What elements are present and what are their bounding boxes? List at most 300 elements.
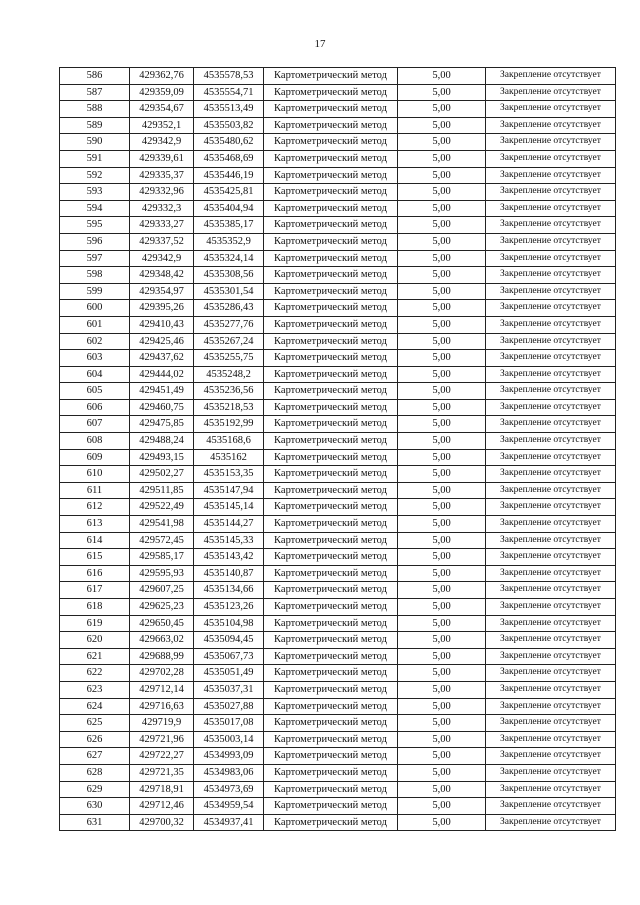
x-coordinate-cell: 429702,28 (130, 665, 194, 682)
method-cell: Картометрический метод (264, 748, 398, 765)
fixing-status-cell: Закрепление отсутствует (486, 466, 616, 483)
point-number-cell: 631 (60, 814, 130, 831)
x-coordinate-cell: 429511,85 (130, 482, 194, 499)
method-cell: Картометрический метод (264, 449, 398, 466)
y-coordinate-cell: 4534937,41 (194, 814, 264, 831)
fixing-status-cell: Закрепление отсутствует (486, 781, 616, 798)
point-number-cell: 598 (60, 267, 130, 284)
method-cell: Картометрический метод (264, 582, 398, 599)
accuracy-cell: 5,00 (398, 333, 486, 350)
y-coordinate-cell: 4535385,17 (194, 217, 264, 234)
fixing-status-cell: Закрепление отсутствует (486, 333, 616, 350)
fixing-status-cell: Закрепление отсутствует (486, 217, 616, 234)
fixing-status-cell: Закрепление отсутствует (486, 184, 616, 201)
fixing-status-cell: Закрепление отсутствует (486, 665, 616, 682)
accuracy-cell: 5,00 (398, 217, 486, 234)
table-row (60, 615, 616, 632)
accuracy-cell: 5,00 (398, 532, 486, 549)
table-row (60, 781, 616, 798)
table-row (60, 482, 616, 499)
accuracy-cell: 5,00 (398, 134, 486, 151)
accuracy-cell: 5,00 (398, 781, 486, 798)
x-coordinate-cell: 429444,02 (130, 366, 194, 383)
fixing-status-cell: Закрепление отсутствует (486, 150, 616, 167)
x-coordinate-cell: 429663,02 (130, 632, 194, 649)
table-row (60, 333, 616, 350)
point-number-cell: 587 (60, 84, 130, 101)
method-cell: Картометрический метод (264, 549, 398, 566)
fixing-status-cell: Закрепление отсутствует (486, 300, 616, 317)
method-cell: Картометрический метод (264, 715, 398, 732)
method-cell: Картометрический метод (264, 84, 398, 101)
method-cell: Картометрический метод (264, 150, 398, 167)
point-number-cell: 624 (60, 698, 130, 715)
table-row (60, 217, 616, 234)
y-coordinate-cell: 4535513,49 (194, 101, 264, 118)
point-number-cell: 611 (60, 482, 130, 499)
fixing-status-cell: Закрепление отсутствует (486, 632, 616, 649)
method-cell: Картометрический метод (264, 599, 398, 616)
table-row (60, 715, 616, 732)
y-coordinate-cell: 4535037,31 (194, 681, 264, 698)
table-row (60, 316, 616, 333)
x-coordinate-cell: 429712,14 (130, 681, 194, 698)
table-row (60, 350, 616, 367)
table-row (60, 433, 616, 450)
point-number-cell: 620 (60, 632, 130, 649)
table-row (60, 383, 616, 400)
fixing-status-cell: Закрепление отсутствует (486, 532, 616, 549)
method-cell: Картометрический метод (264, 482, 398, 499)
y-coordinate-cell: 4535003,14 (194, 731, 264, 748)
x-coordinate-cell: 429333,27 (130, 217, 194, 234)
x-coordinate-cell: 429342,9 (130, 134, 194, 151)
accuracy-cell: 5,00 (398, 449, 486, 466)
fixing-status-cell: Закрепление отсутствует (486, 565, 616, 582)
accuracy-cell: 5,00 (398, 316, 486, 333)
accuracy-cell: 5,00 (398, 68, 486, 85)
method-cell: Картометрический метод (264, 350, 398, 367)
point-number-cell: 619 (60, 615, 130, 632)
fixing-status-cell: Закрепление отсутствует (486, 748, 616, 765)
point-number-cell: 618 (60, 599, 130, 616)
table-row (60, 101, 616, 118)
accuracy-cell: 5,00 (398, 764, 486, 781)
x-coordinate-cell: 429650,45 (130, 615, 194, 632)
fixing-status-cell: Закрепление отсутствует (486, 516, 616, 533)
method-cell: Картометрический метод (264, 283, 398, 300)
y-coordinate-cell: 4535404,94 (194, 200, 264, 217)
point-number-cell: 610 (60, 466, 130, 483)
point-number-cell: 616 (60, 565, 130, 582)
method-cell: Картометрический метод (264, 499, 398, 516)
method-cell: Картометрический метод (264, 134, 398, 151)
accuracy-cell: 5,00 (398, 416, 486, 433)
method-cell: Картометрический метод (264, 399, 398, 416)
point-number-cell: 592 (60, 167, 130, 184)
table-row (60, 366, 616, 383)
fixing-status-cell: Закрепление отсутствует (486, 101, 616, 118)
y-coordinate-cell: 4534959,54 (194, 798, 264, 815)
method-cell: Картометрический метод (264, 764, 398, 781)
method-cell: Картометрический метод (264, 267, 398, 284)
y-coordinate-cell: 4535168,6 (194, 433, 264, 450)
fixing-status-cell: Закрепление отсутствует (486, 433, 616, 450)
method-cell: Картометрический метод (264, 233, 398, 250)
method-cell: Картометрический метод (264, 565, 398, 582)
x-coordinate-cell: 429342,9 (130, 250, 194, 267)
y-coordinate-cell: 4535104,98 (194, 615, 264, 632)
y-coordinate-cell: 4535094,45 (194, 632, 264, 649)
table-row (60, 267, 616, 284)
table-row (60, 798, 616, 815)
fixing-status-cell: Закрепление отсутствует (486, 233, 616, 250)
y-coordinate-cell: 4535153,35 (194, 466, 264, 483)
accuracy-cell: 5,00 (398, 167, 486, 184)
accuracy-cell: 5,00 (398, 731, 486, 748)
accuracy-cell: 5,00 (398, 399, 486, 416)
point-number-cell: 627 (60, 748, 130, 765)
method-cell: Картометрический метод (264, 698, 398, 715)
point-number-cell: 621 (60, 648, 130, 665)
y-coordinate-cell: 4535140,87 (194, 565, 264, 582)
x-coordinate-cell: 429625,23 (130, 599, 194, 616)
y-coordinate-cell: 4535067,73 (194, 648, 264, 665)
point-number-cell: 589 (60, 117, 130, 134)
point-number-cell: 586 (60, 68, 130, 85)
accuracy-cell: 5,00 (398, 748, 486, 765)
x-coordinate-cell: 429335,37 (130, 167, 194, 184)
point-number-cell: 608 (60, 433, 130, 450)
point-number-cell: 615 (60, 549, 130, 566)
method-cell: Картометрический метод (264, 516, 398, 533)
y-coordinate-cell: 4535144,27 (194, 516, 264, 533)
accuracy-cell: 5,00 (398, 84, 486, 101)
x-coordinate-cell: 429339,61 (130, 150, 194, 167)
accuracy-cell: 5,00 (398, 267, 486, 284)
x-coordinate-cell: 429716,63 (130, 698, 194, 715)
fixing-status-cell: Закрепление отсутствует (486, 798, 616, 815)
accuracy-cell: 5,00 (398, 549, 486, 566)
x-coordinate-cell: 429437,62 (130, 350, 194, 367)
point-number-cell: 622 (60, 665, 130, 682)
x-coordinate-cell: 429354,97 (130, 283, 194, 300)
x-coordinate-cell: 429337,52 (130, 233, 194, 250)
y-coordinate-cell: 4535308,56 (194, 267, 264, 284)
accuracy-cell: 5,00 (398, 632, 486, 649)
fixing-status-cell: Закрепление отсутствует (486, 399, 616, 416)
table-row (60, 549, 616, 566)
method-cell: Картометрический метод (264, 466, 398, 483)
method-cell: Картометрический метод (264, 416, 398, 433)
fixing-status-cell: Закрепление отсутствует (486, 267, 616, 284)
point-number-cell: 604 (60, 366, 130, 383)
y-coordinate-cell: 4535446,19 (194, 167, 264, 184)
point-number-cell: 599 (60, 283, 130, 300)
x-coordinate-cell: 429541,98 (130, 516, 194, 533)
method-cell: Картометрический метод (264, 167, 398, 184)
accuracy-cell: 5,00 (398, 366, 486, 383)
table-row (60, 582, 616, 599)
table-row (60, 449, 616, 466)
accuracy-cell: 5,00 (398, 698, 486, 715)
y-coordinate-cell: 4535145,33 (194, 532, 264, 549)
table-row (60, 300, 616, 317)
x-coordinate-cell: 429493,15 (130, 449, 194, 466)
fixing-status-cell: Закрепление отсутствует (486, 117, 616, 134)
method-cell: Картометрический метод (264, 184, 398, 201)
fixing-status-cell: Закрепление отсутствует (486, 84, 616, 101)
x-coordinate-cell: 429352,1 (130, 117, 194, 134)
accuracy-cell: 5,00 (398, 665, 486, 682)
method-cell: Картометрический метод (264, 731, 398, 748)
x-coordinate-cell: 429607,25 (130, 582, 194, 599)
fixing-status-cell: Закрепление отсутствует (486, 134, 616, 151)
accuracy-cell: 5,00 (398, 715, 486, 732)
accuracy-cell: 5,00 (398, 283, 486, 300)
table-row (60, 200, 616, 217)
accuracy-cell: 5,00 (398, 615, 486, 632)
fixing-status-cell: Закрепление отсутствует (486, 316, 616, 333)
x-coordinate-cell: 429502,27 (130, 466, 194, 483)
table-row (60, 565, 616, 582)
fixing-status-cell: Закрепление отсутствует (486, 366, 616, 383)
point-number-cell: 590 (60, 134, 130, 151)
coordinates-table-body (60, 68, 616, 831)
accuracy-cell: 5,00 (398, 300, 486, 317)
x-coordinate-cell: 429460,75 (130, 399, 194, 416)
fixing-status-cell: Закрепление отсутствует (486, 68, 616, 85)
x-coordinate-cell: 429719,9 (130, 715, 194, 732)
method-cell: Картометрический метод (264, 615, 398, 632)
table-row (60, 399, 616, 416)
y-coordinate-cell: 4535277,76 (194, 316, 264, 333)
accuracy-cell: 5,00 (398, 466, 486, 483)
point-number-cell: 591 (60, 150, 130, 167)
table-row (60, 466, 616, 483)
y-coordinate-cell: 4535286,43 (194, 300, 264, 317)
fixing-status-cell: Закрепление отсутствует (486, 383, 616, 400)
point-number-cell: 596 (60, 233, 130, 250)
x-coordinate-cell: 429585,17 (130, 549, 194, 566)
x-coordinate-cell: 429332,3 (130, 200, 194, 217)
fixing-status-cell: Закрепление отсутствует (486, 167, 616, 184)
fixing-status-cell: Закрепление отсутствует (486, 698, 616, 715)
fixing-status-cell: Закрепление отсутствует (486, 814, 616, 831)
accuracy-cell: 5,00 (398, 150, 486, 167)
fixing-status-cell: Закрепление отсутствует (486, 549, 616, 566)
fixing-status-cell: Закрепление отсутствует (486, 449, 616, 466)
table-row (60, 681, 616, 698)
method-cell: Картометрический метод (264, 632, 398, 649)
accuracy-cell: 5,00 (398, 499, 486, 516)
point-number-cell: 623 (60, 681, 130, 698)
point-number-cell: 626 (60, 731, 130, 748)
point-number-cell: 607 (60, 416, 130, 433)
x-coordinate-cell: 429395,26 (130, 300, 194, 317)
point-number-cell: 600 (60, 300, 130, 317)
fixing-status-cell: Закрепление отсутствует (486, 599, 616, 616)
accuracy-cell: 5,00 (398, 599, 486, 616)
accuracy-cell: 5,00 (398, 184, 486, 201)
x-coordinate-cell: 429721,35 (130, 764, 194, 781)
accuracy-cell: 5,00 (398, 101, 486, 118)
table-row (60, 532, 616, 549)
y-coordinate-cell: 4535248,2 (194, 366, 264, 383)
fixing-status-cell: Закрепление отсутствует (486, 283, 616, 300)
point-number-cell: 612 (60, 499, 130, 516)
coordinates-table (59, 67, 616, 831)
fixing-status-cell: Закрепление отсутствует (486, 715, 616, 732)
method-cell: Картометрический метод (264, 101, 398, 118)
point-number-cell: 605 (60, 383, 130, 400)
y-coordinate-cell: 4535134,66 (194, 582, 264, 599)
fixing-status-cell: Закрепление отсутствует (486, 582, 616, 599)
x-coordinate-cell: 429722,27 (130, 748, 194, 765)
fixing-status-cell: Закрепление отсутствует (486, 648, 616, 665)
point-number-cell: 594 (60, 200, 130, 217)
method-cell: Картометрический метод (264, 814, 398, 831)
point-number-cell: 614 (60, 532, 130, 549)
x-coordinate-cell: 429348,42 (130, 267, 194, 284)
point-number-cell: 606 (60, 399, 130, 416)
method-cell: Картометрический метод (264, 117, 398, 134)
accuracy-cell: 5,00 (398, 814, 486, 831)
fixing-status-cell: Закрепление отсутствует (486, 200, 616, 217)
table-row (60, 250, 616, 267)
method-cell: Картометрический метод (264, 433, 398, 450)
accuracy-cell: 5,00 (398, 482, 486, 499)
method-cell: Картометрический метод (264, 316, 398, 333)
y-coordinate-cell: 4535267,24 (194, 333, 264, 350)
x-coordinate-cell: 429712,46 (130, 798, 194, 815)
point-number-cell: 629 (60, 781, 130, 798)
point-number-cell: 630 (60, 798, 130, 815)
accuracy-cell: 5,00 (398, 681, 486, 698)
method-cell: Картометрический метод (264, 681, 398, 698)
method-cell: Картометрический метод (264, 781, 398, 798)
y-coordinate-cell: 4535143,42 (194, 549, 264, 566)
y-coordinate-cell: 4534983,06 (194, 764, 264, 781)
point-number-cell: 613 (60, 516, 130, 533)
page-number: 17 (314, 38, 326, 50)
method-cell: Картометрический метод (264, 68, 398, 85)
table-row (60, 283, 616, 300)
method-cell: Картометрический метод (264, 366, 398, 383)
x-coordinate-cell: 429522,49 (130, 499, 194, 516)
accuracy-cell: 5,00 (398, 582, 486, 599)
accuracy-cell: 5,00 (398, 798, 486, 815)
table-row (60, 648, 616, 665)
x-coordinate-cell: 429475,85 (130, 416, 194, 433)
accuracy-cell: 5,00 (398, 200, 486, 217)
point-number-cell: 617 (60, 582, 130, 599)
y-coordinate-cell: 4535145,14 (194, 499, 264, 516)
fixing-status-cell: Закрепление отсутствует (486, 250, 616, 267)
table-row (60, 150, 616, 167)
method-cell: Картометрический метод (264, 383, 398, 400)
y-coordinate-cell: 4535503,82 (194, 117, 264, 134)
accuracy-cell: 5,00 (398, 233, 486, 250)
point-number-cell: 602 (60, 333, 130, 350)
method-cell: Картометрический метод (264, 250, 398, 267)
table-row (60, 516, 616, 533)
x-coordinate-cell: 429595,93 (130, 565, 194, 582)
point-number-cell: 595 (60, 217, 130, 234)
y-coordinate-cell: 4535324,14 (194, 250, 264, 267)
fixing-status-cell: Закрепление отсутствует (486, 499, 616, 516)
fixing-status-cell: Закрепление отсутствует (486, 731, 616, 748)
y-coordinate-cell: 4534993,09 (194, 748, 264, 765)
y-coordinate-cell: 4535162 (194, 449, 264, 466)
x-coordinate-cell: 429332,96 (130, 184, 194, 201)
x-coordinate-cell: 429718,91 (130, 781, 194, 798)
accuracy-cell: 5,00 (398, 565, 486, 582)
y-coordinate-cell: 4535192,99 (194, 416, 264, 433)
table-row (60, 814, 616, 831)
x-coordinate-cell: 429410,43 (130, 316, 194, 333)
table-row (60, 233, 616, 250)
point-number-cell: 588 (60, 101, 130, 118)
method-cell: Картометрический метод (264, 648, 398, 665)
table-row (60, 167, 616, 184)
table-row (60, 416, 616, 433)
fixing-status-cell: Закрепление отсутствует (486, 482, 616, 499)
method-cell: Картометрический метод (264, 217, 398, 234)
fixing-status-cell: Закрепление отсутствует (486, 416, 616, 433)
table-row (60, 599, 616, 616)
y-coordinate-cell: 4535554,71 (194, 84, 264, 101)
point-number-cell: 593 (60, 184, 130, 201)
y-coordinate-cell: 4535352,9 (194, 233, 264, 250)
table-row (60, 184, 616, 201)
table-row (60, 748, 616, 765)
y-coordinate-cell: 4535255,75 (194, 350, 264, 367)
y-coordinate-cell: 4535425,81 (194, 184, 264, 201)
accuracy-cell: 5,00 (398, 350, 486, 367)
x-coordinate-cell: 429362,76 (130, 68, 194, 85)
point-number-cell: 601 (60, 316, 130, 333)
accuracy-cell: 5,00 (398, 648, 486, 665)
method-cell: Картометрический метод (264, 200, 398, 217)
y-coordinate-cell: 4535051,49 (194, 665, 264, 682)
table-row (60, 665, 616, 682)
table-row (60, 499, 616, 516)
x-coordinate-cell: 429700,32 (130, 814, 194, 831)
x-coordinate-cell: 429451,49 (130, 383, 194, 400)
table-row (60, 68, 616, 85)
x-coordinate-cell: 429425,46 (130, 333, 194, 350)
table-row (60, 134, 616, 151)
x-coordinate-cell: 429572,45 (130, 532, 194, 549)
accuracy-cell: 5,00 (398, 433, 486, 450)
point-number-cell: 597 (60, 250, 130, 267)
table-row (60, 117, 616, 134)
accuracy-cell: 5,00 (398, 383, 486, 400)
x-coordinate-cell: 429688,99 (130, 648, 194, 665)
y-coordinate-cell: 4535218,53 (194, 399, 264, 416)
y-coordinate-cell: 4535578,53 (194, 68, 264, 85)
x-coordinate-cell: 429359,09 (130, 84, 194, 101)
fixing-status-cell: Закрепление отсутствует (486, 681, 616, 698)
x-coordinate-cell: 429721,96 (130, 731, 194, 748)
table-row (60, 698, 616, 715)
y-coordinate-cell: 4535017,08 (194, 715, 264, 732)
table-row (60, 632, 616, 649)
method-cell: Картометрический метод (264, 665, 398, 682)
table-row (60, 764, 616, 781)
y-coordinate-cell: 4535480,62 (194, 134, 264, 151)
